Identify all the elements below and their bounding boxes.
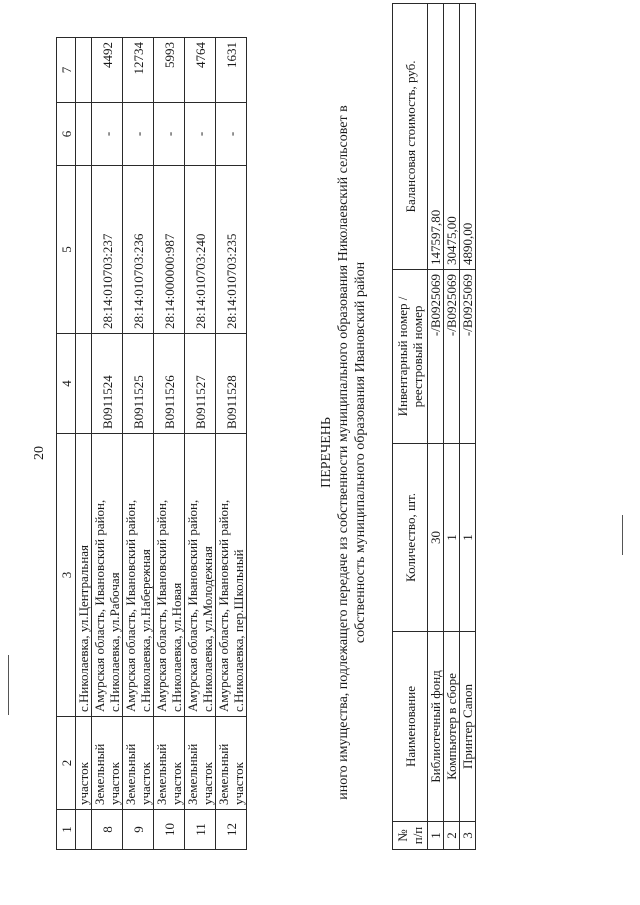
inventory-number: В0911524	[92, 334, 123, 434]
area-value: 12734	[123, 38, 154, 103]
item-inventory-number: -/В0925069	[444, 270, 460, 444]
column-header: 1	[57, 810, 76, 850]
cadastral-number: 28:14:010703:236	[123, 166, 154, 334]
inventory-number: В0911528	[216, 334, 247, 434]
area-value: 5993	[154, 38, 185, 103]
column-6-value: -	[154, 103, 185, 166]
object-type: Земельный участок	[123, 717, 154, 810]
header-name: Наименование	[393, 632, 428, 822]
inventory-number	[76, 334, 92, 434]
item-name: Принтер Canon	[460, 632, 476, 822]
scan-edge-mark	[8, 655, 9, 715]
area-value	[76, 38, 92, 103]
object-type: Земельный участок	[185, 717, 216, 810]
list-subtitle-line-2: собственность муниципального образования Ивановский район	[353, 261, 368, 644]
item-inventory-number: -/В0925069	[460, 270, 476, 444]
row-number: 1	[428, 822, 444, 850]
object-address: Амурская область, Ивановский район, с.Николаевка, ул.Набережная	[123, 434, 154, 717]
row-number: 8	[92, 810, 123, 850]
header-value: Балансовая стоимость, руб.	[393, 4, 428, 270]
column-header: 5	[57, 166, 76, 334]
row-number: 11	[185, 810, 216, 850]
column-header: 6	[57, 103, 76, 166]
table-row	[444, 4, 460, 850]
list-title: ПЕРЕЧЕНЬ	[319, 417, 334, 488]
property-list-table	[392, 3, 476, 850]
column-6-value: -	[216, 103, 247, 166]
table-row	[92, 38, 123, 850]
object-type: Земельный участок	[92, 717, 123, 810]
object-address: Амурская область, Ивановский район, с.Николаевка, ул.Молодежная	[185, 434, 216, 717]
object-address: с.Николаевка, ул.Центральная	[76, 434, 92, 717]
inventory-number: В0911525	[123, 334, 154, 434]
column-header: 2	[57, 717, 76, 810]
header-qty: Количество, шт.	[393, 444, 428, 632]
row-number: 3	[460, 822, 476, 850]
table-header-row	[393, 4, 428, 850]
column-6-value: -	[92, 103, 123, 166]
inventory-number: В0911526	[154, 334, 185, 434]
column-header: 3	[57, 434, 76, 717]
row-number: 2	[444, 822, 460, 850]
column-6-value: -	[185, 103, 216, 166]
object-address: Амурская область, Ивановский район, с.Николаевка, ул.Рабочая	[92, 434, 123, 717]
object-type: Земельный участок	[216, 717, 247, 810]
row-number	[76, 810, 92, 850]
table-row	[123, 38, 154, 850]
area-value: 4492	[92, 38, 123, 103]
item-name: Компьютер в сборе	[444, 632, 460, 822]
cadastral-number: 28:14:010703:240	[185, 166, 216, 334]
cadastral-number: 28:14:010703:237	[92, 166, 123, 334]
cadastral-number: 28:14:010703:235	[216, 166, 247, 334]
list-subtitle-line-1: иного имущества, подлежащего передаче из собственности муниципального образования Николаевский сельсовет в	[336, 105, 351, 800]
column-header: 4	[57, 334, 76, 434]
area-value: 4764	[185, 38, 216, 103]
inventory-number: В0911527	[185, 334, 216, 434]
cadastral-number: 28:14:000000:987	[154, 166, 185, 334]
row-number: 9	[123, 810, 154, 850]
item-name: Библиотечный фонд	[428, 632, 444, 822]
table-row	[185, 38, 216, 850]
item-quantity: 1	[460, 444, 476, 632]
item-quantity: 1	[444, 444, 460, 632]
table-header-row	[57, 38, 76, 850]
column-header: 7	[57, 38, 76, 103]
table-row	[460, 4, 476, 850]
object-address: Амурская область, Ивановский район, с.Николаевка, пер.Школьный	[216, 434, 247, 717]
item-balance-value: 4890,00	[460, 4, 476, 270]
row-number: 10	[154, 810, 185, 850]
column-6-value	[76, 103, 92, 166]
object-type: участок	[76, 717, 92, 810]
table-row	[154, 38, 185, 850]
land-plots-table	[56, 37, 247, 850]
area-value: 1631	[216, 38, 247, 103]
table-row	[76, 38, 92, 850]
table-row	[428, 4, 444, 850]
scan-edge-mark	[622, 515, 623, 555]
cadastral-number	[76, 166, 92, 334]
header-num: № п/п	[393, 822, 428, 850]
column-6-value: -	[123, 103, 154, 166]
item-quantity: 30	[428, 444, 444, 632]
object-address: Амурская область, Ивановский район, с.Николаевка, ул.Новая	[154, 434, 185, 717]
item-balance-value: 30475,00	[444, 4, 460, 270]
item-inventory-number: -/В0925069	[428, 270, 444, 444]
row-number: 12	[216, 810, 247, 850]
table-row	[216, 38, 247, 850]
header-inventory: Инвентарный номер / реестровый номер	[393, 270, 428, 444]
item-balance-value: 147597,80	[428, 4, 444, 270]
object-type: Земельный участок	[154, 717, 185, 810]
page-number: 20	[32, 446, 47, 460]
